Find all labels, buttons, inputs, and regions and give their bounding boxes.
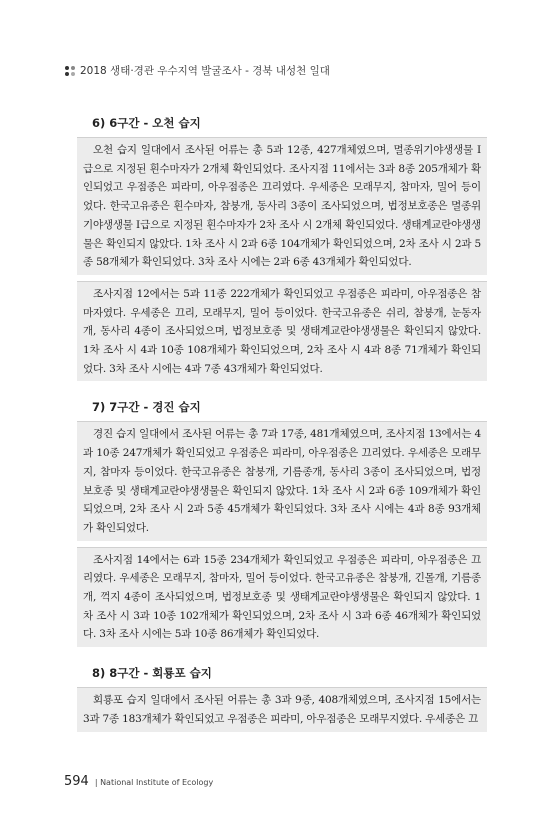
paragraph-block bbox=[77, 687, 487, 731]
section-title: 7) 7구간 - 경진 습지 bbox=[92, 400, 201, 415]
paragraph: 조사지점 12에서는 5과 11종 222개체가 확인되었고 우점종은 피라미, 아우점종은 참마자였다. 우세종은 끄리, 모래무지, 밀어 등이었다. 한국고유종은 쉬리, 참붕개, 눈동자개, 동사리 4종이 조사되었으며, 법정보호종 및 생태계교란야생생물은 확인되지 않았다. 1차 조사 시 4과 10종 108개체가 확인되었으며, 2차 조사 시 4과 8종 71개체가 확인되었다. 3차 조사 시에는 4과 7종 43개체가 확인되었다. bbox=[83, 287, 481, 375]
running-header bbox=[64, 63, 330, 78]
institute-name: | National Institute of Ecology bbox=[94, 778, 214, 787]
main-content bbox=[77, 115, 487, 750]
running-title: 2018 생태·경관 우수지역 발굴조사 - 경북 내성천 일대 bbox=[80, 65, 330, 77]
section-6 bbox=[77, 115, 487, 381]
paragraph-block bbox=[77, 137, 487, 275]
section-8 bbox=[77, 665, 487, 731]
paragraph: 경진 습지 일대에서 조사된 어류는 총 7과 17종, 481개체였으며, 조사지점 13에서는 4과 10종 247개체가 확인되었고 우점종은 피라미, 아우점종은 끄리였다. 우세종은 모래무지, 참마자 등이었다. 한국고유종은 참붕개, 기름종개, 동사리 3종이 조사되었으며, 법정보호종 및 생태계교란야생생물은 확인되지 않았다. 1차 조사 시 2과 6종 109개체가 확인되었으며, 2차 조사 시 2과 5종 45개체가 확인되었다. 3차 조사 시에는 4과 8종 93개체가 확인되었다. bbox=[83, 428, 481, 534]
paragraph: 오천 습지 일대에서 조사된 어류는 총 5과 12종, 427개체였으며, 멸종위기야생생물 Ⅰ급으로 지정된 흰수마자가 2개체 확인되었다. 조사지점 11에서는 3과 8종 205개체가 확인되었고 우점종은 피라미, 아우점종은 끄리였다. 우세종은 모래무지, 참마자, 밀어 등이었다. 한국고유종은 흰수마자, 참붕개, 동사리 3종이 조사되었으며, 법정보호종은 멸종위기야생생물 Ⅰ급으로 지정된 흰수마자가 2차 조사 시 2개체 확인되었다. 생태계교란야생생물은 확인되지 않았다. 1차 조사 시 2과 6종 104개체가 확인되었으며, 2차 조사 시 2과 5종 58개체가 확인되었다. 3차 조사 시에는 2과 6종 43개체가 확인되었다. bbox=[83, 144, 481, 269]
paragraph: 조사지점 14에서는 6과 15종 234개체가 확인되었고 우점종은 피라미, 아우점종은 끄리였다. 우세종은 모래무지, 참마자, 밀어 등이었다. 한국고유종은 참붕개, 긴몰개, 기름종개, 꺽지 4종이 조사되었으며, 법정보호종 및 생태계교란야생생물은 확인되지 않았다. 1차 조사 시 3과 10종 102개체가 확인되었으며, 2차 조사 시 3과 6종 46개체가 확인되었다. 3차 조사 시에는 5과 10종 86개체가 확인되었다. bbox=[83, 553, 481, 641]
paragraph-block bbox=[77, 547, 487, 648]
section-7 bbox=[77, 399, 487, 647]
paragraph: 회룡포 습지 일대에서 조사된 어류는 총 3과 9종, 408개체였으며, 조사지점 15에서는 3과 7종 183개체가 확인되었고 우점종은 피라미, 아우점종은 모래무지였다. 우세종은 끄 bbox=[83, 694, 481, 725]
header-bullet-icon bbox=[64, 65, 76, 77]
paragraph-block bbox=[77, 421, 487, 540]
section-title: 8) 8구간 - 회룡포 습지 bbox=[92, 666, 212, 681]
page-number: 594 bbox=[64, 774, 89, 789]
section-title: 6) 6구간 - 오천 습지 bbox=[92, 116, 201, 130]
paragraph-block bbox=[77, 281, 487, 382]
page-footer bbox=[64, 774, 213, 789]
